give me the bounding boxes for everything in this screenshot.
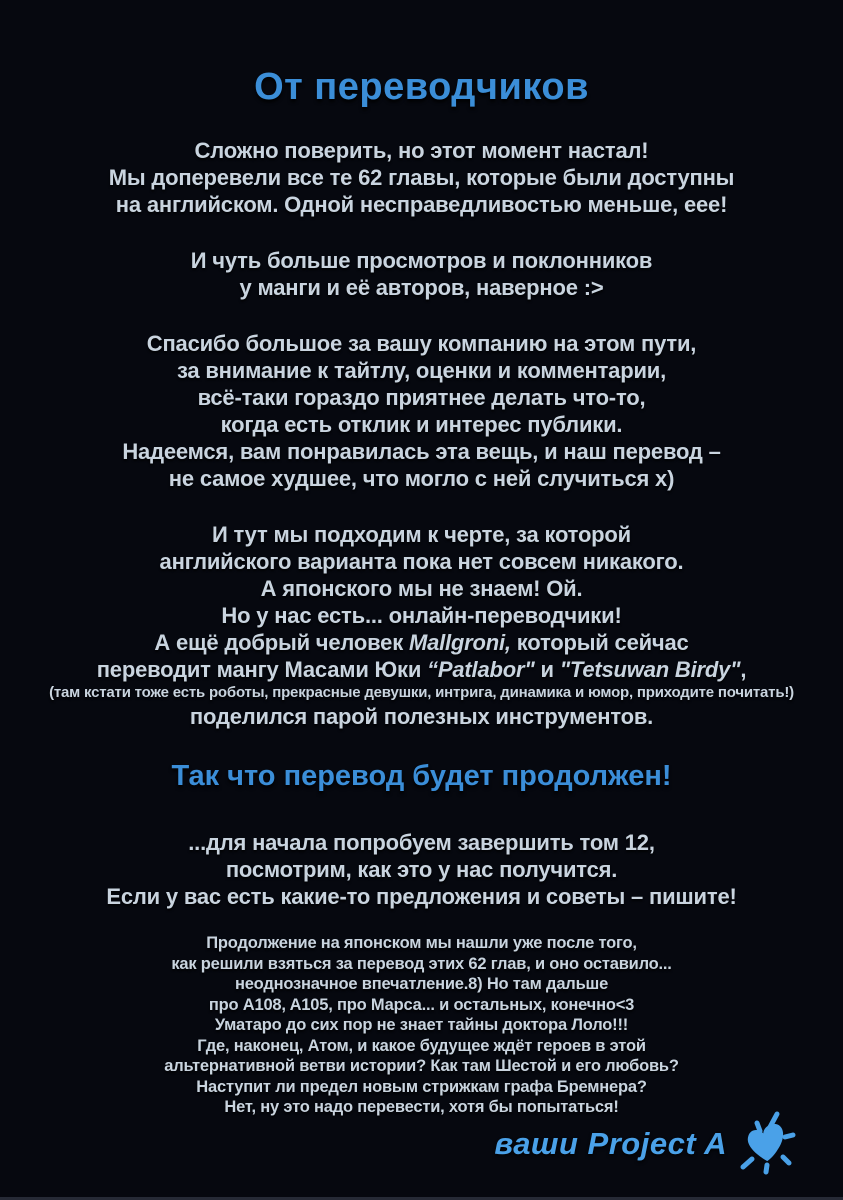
text-line: А японского мы не знаем! Ой. xyxy=(260,576,583,601)
text-line: на английском. Одной несправедливостью меньше, еее! xyxy=(115,192,728,217)
text-line: как решили взяться за перевод этих 62 глав, и оно оставило... xyxy=(171,954,672,973)
text-line: Надеемся, вам понравилась эта вещь, и наш перевод – xyxy=(122,439,721,464)
text-line: про A108, A105, про Марса... и остальных, конечно<3 xyxy=(208,995,635,1014)
text-line: Нет, ну это надо перевести, хотя бы попытаться! xyxy=(224,1098,619,1116)
text-line: неоднозначное впечатление.8) Но там дальше xyxy=(234,975,609,993)
text-line xyxy=(40,656,803,683)
paragraph-thanks xyxy=(40,330,803,492)
text-line: когда есть отклик и интерес публики. xyxy=(220,412,623,437)
text-line: Мы доперевели все те 62 главы, которые были доступны xyxy=(108,165,735,190)
text-line: английского варианта пока нет совсем никакого. xyxy=(159,549,684,574)
emphasized-text: Mallgroni, xyxy=(408,630,511,655)
text-line: за внимание к тайтлу, оценки и комментарии, xyxy=(176,358,667,383)
text-line: Спасибо большое за вашу компанию на этом пути, xyxy=(146,331,697,356)
text-line: всё-таки гораздо приятнее делать что-то, xyxy=(197,385,646,410)
text-line: Если у вас есть какие-то предложения и советы – пишите! xyxy=(106,884,737,909)
text-line: поделился парой полезных инструментов. xyxy=(189,704,654,729)
text-line: (там кстати тоже есть роботы, прекрасные девушки, интрига, динамика и юмор, приходите почитать!) xyxy=(49,684,794,701)
text-line: И тут мы подходим к черте, за которой xyxy=(212,522,631,547)
text-line: посмотрим, как это у нас получится. xyxy=(225,857,618,882)
paragraph-plans xyxy=(40,829,803,910)
signature xyxy=(494,1109,799,1179)
text-line: Уматаро до сих пор не знает тайны доктора Лоло!!! xyxy=(214,1016,629,1034)
plain-text: и xyxy=(534,657,560,682)
plain-text: А ещё добрый человек xyxy=(154,630,409,655)
plain-text: который сейчас xyxy=(510,630,689,655)
page-title: От переводчиков xyxy=(254,66,589,108)
text-line: И чуть больше просмотров и поклонников xyxy=(190,248,653,273)
sparkling-heart-icon xyxy=(737,1109,799,1179)
emphasized-text: “Patlabor" xyxy=(427,657,535,682)
text-line: Продолжение на японском мы нашли уже после того, xyxy=(206,934,637,952)
paragraph-footnote xyxy=(40,933,803,1118)
plain-text: , xyxy=(740,657,747,682)
plain-text: переводит мангу Масами Юки xyxy=(96,657,428,682)
text-line: Но у нас есть... онлайн-переводчики! xyxy=(221,603,622,628)
text-line: ...для начала попробуем завершить том 12, xyxy=(188,830,655,855)
text-line: не самое худшее, что могло с ней случиться х) xyxy=(168,466,675,491)
signature-text: ваши Project A xyxy=(494,1126,727,1161)
text-line: Наступит ли предел новым стрижкам графа Бремнера? xyxy=(196,1077,647,1096)
paragraph-intro xyxy=(40,137,803,218)
text-line: у манги и её авторов, наверное :> xyxy=(239,275,604,300)
paragraph-views xyxy=(40,247,803,301)
text-line: альтернативной ветви истории? Как там Шестой и его любовь? xyxy=(164,1057,679,1075)
emphasized-text: "Tetsuwan Birdy" xyxy=(559,657,741,682)
text-line xyxy=(40,629,803,656)
text-line: Где, наконец, Атом, и какое будущее ждёт героев в этой xyxy=(197,1036,646,1055)
paragraph-translators xyxy=(40,521,803,730)
text-line: Сложно поверить, но этот момент настал! xyxy=(194,138,649,163)
section-heading-continue: Так что перевод будет продолжен! xyxy=(171,760,672,792)
